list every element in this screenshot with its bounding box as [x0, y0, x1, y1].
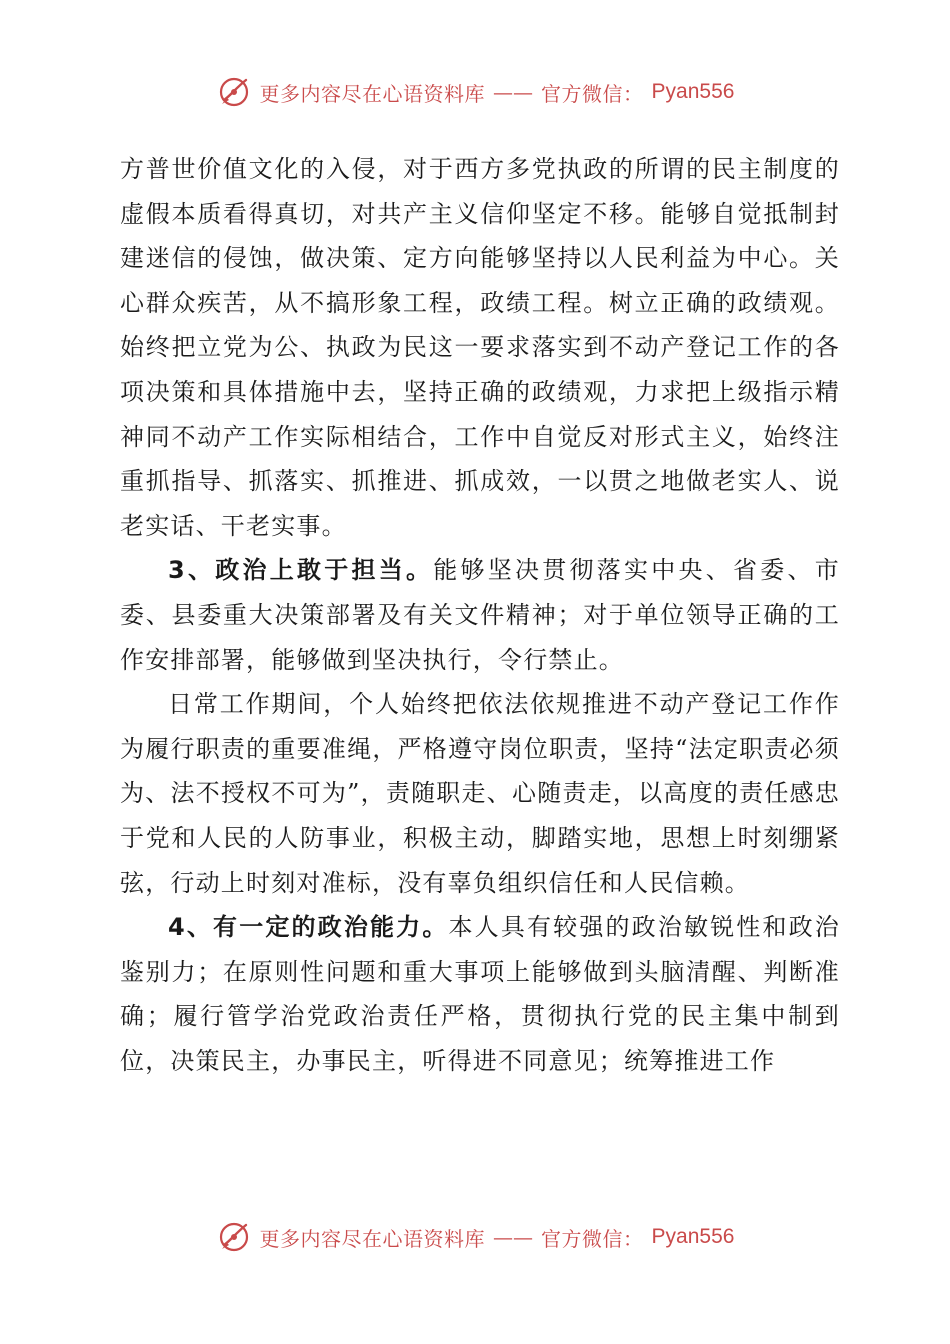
footer-banner-wechat-label: 官方微信： [541, 1226, 644, 1251]
banner-separator: —— [493, 80, 534, 104]
footer-banner-wechat-id: Pyan556 [651, 1225, 735, 1248]
document-body [120, 147, 840, 1083]
paragraph-2 [120, 548, 840, 682]
footer-banner-separator: —— [493, 1225, 534, 1249]
pen-seal-icon [216, 1219, 252, 1255]
footer-banner [0, 1217, 950, 1257]
paragraph-1 [120, 147, 840, 548]
paragraph-2-text: 能够坚决贯彻落实中央、省委、市委、县委重大决策部署及有关文件精神；对于单位领导正确的工作安排部署，能够做到坚决执行，令行禁止。 [120, 556, 841, 674]
paragraph-4-heading: 4、有一定的政治能力。 [168, 913, 449, 942]
banner-text: 更多内容尽在心语资料库 [259, 81, 486, 106]
paragraph-4-text: 本人具有较强的政治敏锐性和政治鉴别力；在原则性问题和重大事项上能够做到头脑清醒、判断准确；履行管学治党政治责任严格，贯彻执行党的民主集中制到位，决策民主，办事民主，听得进不同意见；统筹推进工作 [120, 913, 840, 1075]
header-banner [0, 72, 950, 112]
paragraph-3 [120, 682, 840, 905]
paragraph-1-text: 方普世价值文化的入侵，对于西方多党执政的所谓的民主制度的虚假本质看得真切，对共产主义信仰坚定不移。能够自觉抵制封建迷信的侵蚀，做决策、定方向能够坚持以人民利益为中心。关心群众疾苦，从不搞形象工程，政绩工程。树立正确的政绩观。始终把立党为公、执政为民这一要求落实到不动产登记工作的各项决策和具体措施中去，坚持正确的政绩观，力求把上级指示精神同不动产工作实际相结合，工作中自觉反对形式主义，始终注重抓指导、抓落实、抓推进、抓成效，一以贯之地做老实人、说老实话、干老实事。 [120, 155, 840, 540]
banner-wechat-label: 官方微信： [541, 81, 644, 106]
banner-wechat-id: Pyan556 [651, 80, 735, 103]
paragraph-3-text: 日常工作期间，个人始终把依法依规推进不动产登记工作作为履行职责的重要准绳，严格遵守岗位职责，坚持“法定职责必须为、法不授权不可为”，责随职走、心随责走，以高度的责任感忠于党和人民的人防事业，积极主动，脚踏实地，思想上时刻绷紧弦，行动上时刻对准标，没有辜负组织信任和人民信赖。 [120, 690, 840, 897]
pen-seal-icon [216, 74, 252, 110]
paragraph-2-heading: 3、政治上敢于担当。 [168, 556, 434, 585]
paragraph-4 [120, 905, 840, 1083]
footer-banner-text: 更多内容尽在心语资料库 [259, 1226, 486, 1251]
